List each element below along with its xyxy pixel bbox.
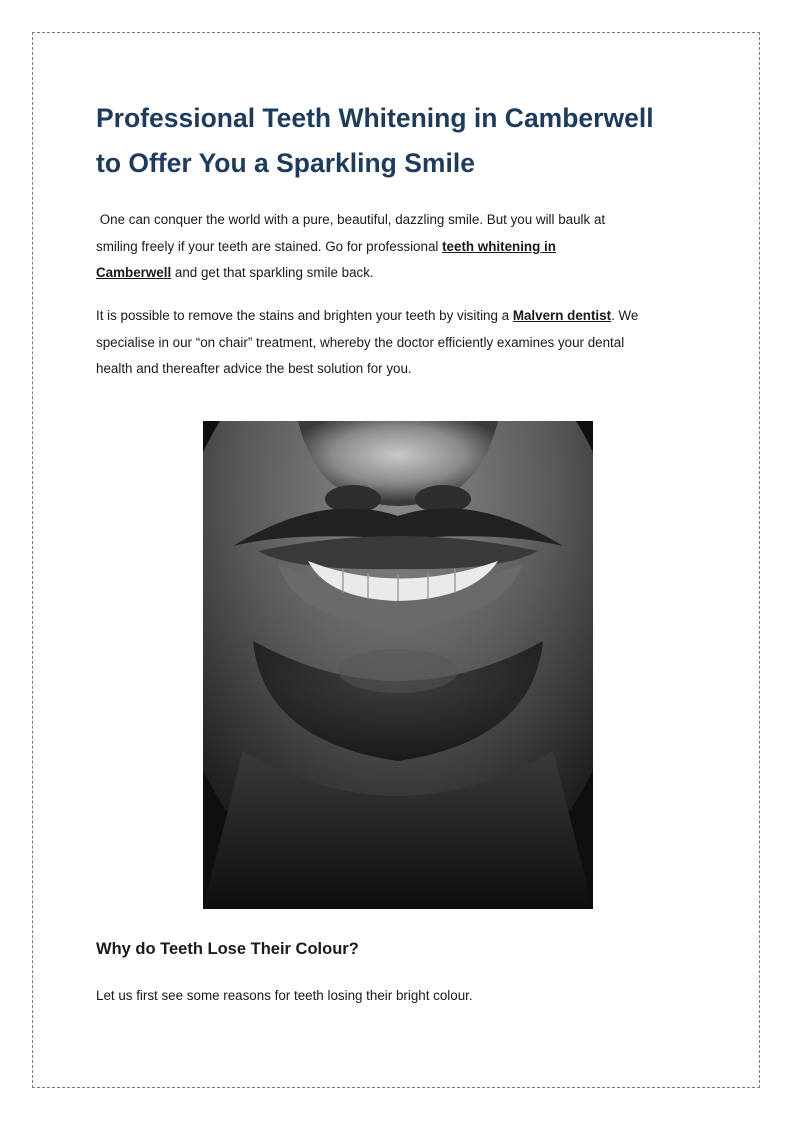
intro-line-2 (96, 234, 686, 261)
camberwell-link[interactable]: Camberwell (96, 265, 172, 280)
dentist-line-2: specialise in our “on chair” treatment, whereby the doctor efficiently examines your dental (96, 334, 625, 350)
page-title-line-1: Professional Teeth Whitening in Camberwell (96, 103, 654, 133)
intro-paragraph (96, 207, 686, 287)
section-heading: Why do Teeth Lose Their Colour? (96, 940, 359, 958)
dentist-paragraph (96, 303, 686, 383)
page-title-line-2: to Offer You a Sparkling Smile (96, 148, 475, 178)
malvern-dentist-link[interactable]: Malvern dentist (512, 308, 612, 323)
smile-photo (203, 421, 593, 909)
dentist-line-1 (96, 303, 686, 330)
intro-line-1: One can conquer the world with a pure, beautiful, dazzling smile. But you will baulk at (96, 212, 606, 227)
smile-photo-illustration (203, 421, 593, 909)
reasons-paragraph: Let us first see some reasons for teeth losing their bright colour. (96, 988, 473, 1003)
intro-line-3 (96, 260, 686, 287)
intro-line-2-text: smiling freely if your teeth are stained. Go for professional (96, 238, 443, 254)
dentist-line-3: health and thereafter advice the best solution for you. (96, 361, 412, 376)
page-title (96, 96, 696, 186)
teeth-whitening-link[interactable]: teeth whitening in (442, 238, 556, 254)
dentist-line-1-text: It is possible to remove the stains and brighten your teeth by visiting a (96, 308, 513, 323)
dentist-line-1-after: . We (611, 308, 639, 323)
intro-line-3-text: and get that sparkling smile back. (171, 265, 374, 280)
